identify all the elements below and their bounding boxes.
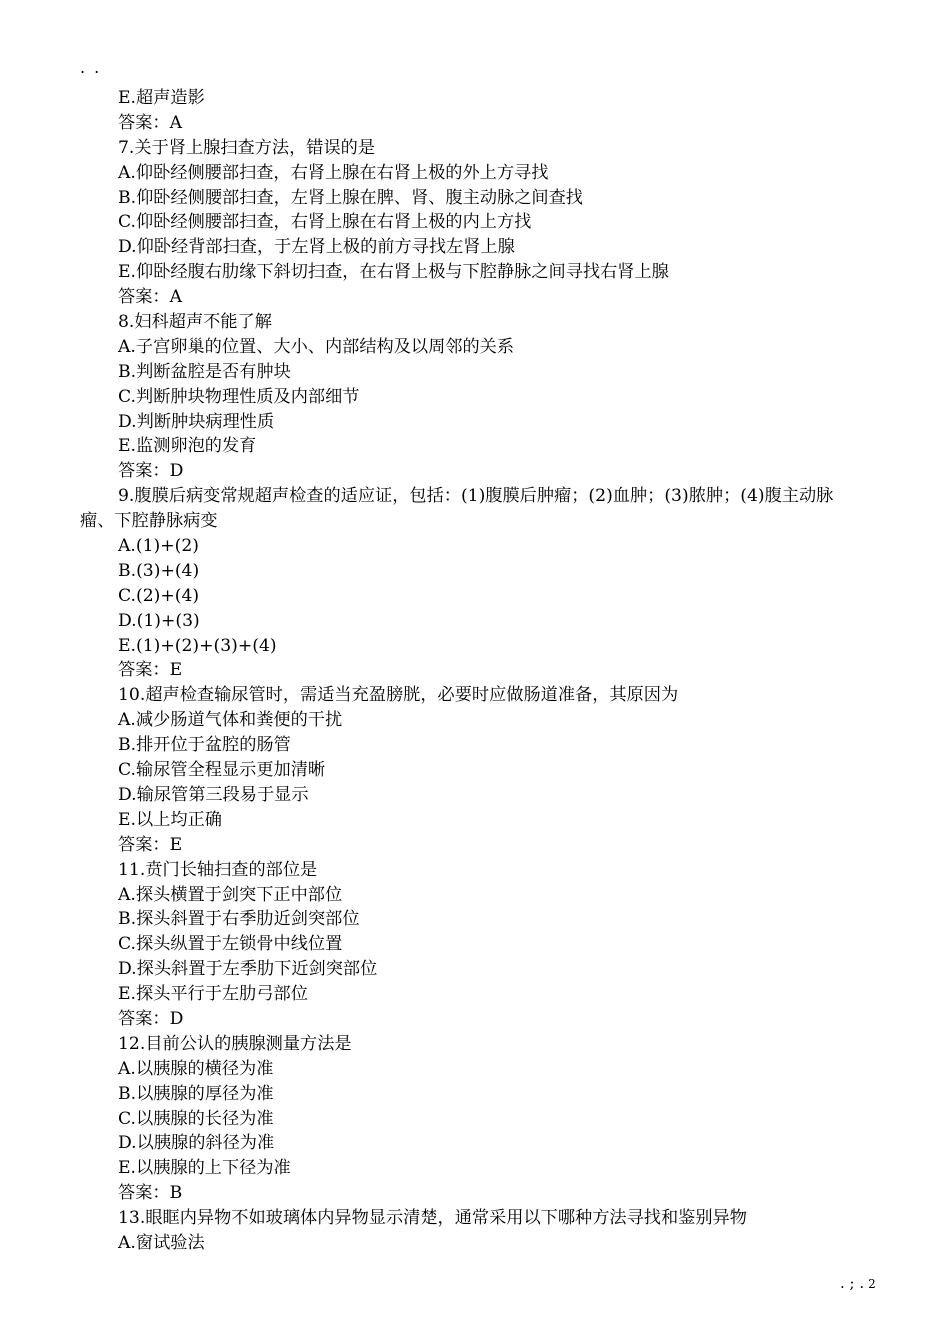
text-line: A.子宫卵巢的位置、大小、内部结构及以周邻的关系 — [118, 336, 515, 357]
text-line: D.探头斜置于左季肋下近剑突部位 — [118, 959, 378, 980]
text-line: A.仰卧经侧腰部扫查，右肾上腺在右肾上极的外上方寻找 — [118, 162, 549, 183]
document-body — [80, 86, 888, 1256]
text-line: B.仰卧经侧腰部扫查，左肾上腺在脾、肾、腹主动脉之间查找 — [118, 187, 583, 208]
text-line: E.(1)+(2)+(3)+(4) — [118, 635, 277, 656]
text-line: 12.目前公认的胰腺测量方法是 — [118, 1033, 352, 1054]
text-line-continuation: 瘤、下腔静脉病变 — [80, 511, 218, 532]
text-line: D.(1)+(3) — [118, 610, 200, 631]
text-line: D.以胰腺的斜径为准 — [118, 1133, 275, 1154]
text-line: A.以胰腺的横径为准 — [118, 1058, 274, 1079]
text-line: 10.超声检查输尿管时，需适当充盈膀胱，必要时应做肠道准备，其原因为 — [118, 685, 679, 706]
text-line: C.判断肿块物理性质及内部细节 — [118, 386, 360, 407]
text-line: C.探头纵置于左锁骨中线位置 — [118, 934, 343, 955]
text-line: B.判断盆腔是否有肿块 — [118, 361, 291, 382]
text-line: 答案：A — [118, 287, 182, 308]
text-line: 7.关于肾上腺扫查方法，错误的是 — [118, 137, 376, 158]
text-line: B.(3)+(4) — [118, 560, 200, 581]
text-line: E.仰卧经腹右肋缘下斜切扫查，在右肾上极与下腔静脉之间寻找右肾上腺 — [118, 262, 669, 283]
text-line: 9.腹膜后病变常规超声检查的适应证，包括：(1)腹膜后肿瘤；(2)血肿；(3)脓肿；(4)腹主动脉 — [118, 486, 834, 507]
text-line: A.窗试验法 — [118, 1232, 205, 1253]
text-line: 答案：D — [118, 1008, 184, 1029]
text-line: A.减少肠道气体和粪便的干扰 — [118, 710, 343, 731]
text-line: C.输尿管全程显示更加清晰 — [118, 760, 326, 781]
text-line: E.监测卵泡的发育 — [118, 436, 257, 457]
text-line: 答案：E — [118, 660, 183, 681]
text-line: B.以胰腺的厚径为准 — [118, 1083, 274, 1104]
text-line: E.以胰腺的上下径为准 — [118, 1158, 291, 1179]
text-line: 11.贲门长轴扫查的部位是 — [118, 859, 318, 880]
text-line: A.探头横置于剑突下正中部位 — [118, 884, 343, 905]
text-line: C.仰卧经侧腰部扫查，右肾上腺在右肾上极的内上方找 — [118, 212, 532, 233]
text-line: 答案：E — [118, 834, 183, 855]
text-line: 答案：A — [118, 112, 182, 133]
text-line: 8.妇科超声不能了解 — [118, 312, 272, 333]
text-line: E.以上均正确 — [118, 809, 222, 830]
footer-dots: . ; . — [840, 1274, 865, 1292]
text-line: 答案：B — [118, 1183, 183, 1204]
page-footer — [840, 1274, 876, 1292]
header-dots: . . — [80, 58, 102, 77]
page-number: 2 — [868, 1277, 876, 1291]
text-line: E.超声造影 — [118, 88, 205, 108]
text-line: C.以胰腺的长径为准 — [118, 1108, 274, 1129]
text-line: D.判断肿块病理性质 — [118, 411, 275, 432]
text-line: D.输尿管第三段易于显示 — [118, 784, 309, 805]
text-line: B.排开位于盆腔的肠管 — [118, 735, 291, 756]
text-line: 13.眼眶内异物不如玻璃体内异物显示清楚，通常采用以下哪种方法寻找和鉴别异物 — [118, 1208, 747, 1229]
text-line: 答案：D — [118, 461, 184, 482]
text-line: D.仰卧经背部扫查，于左肾上极的前方寻找左肾上腺 — [118, 237, 515, 258]
text-line: A.(1)+(2) — [118, 536, 199, 557]
text-line: E.探头平行于左肋弓部位 — [118, 984, 308, 1005]
text-line: B.探头斜置于右季肋近剑突部位 — [118, 909, 360, 930]
text-line: C.(2)+(4) — [118, 585, 200, 606]
